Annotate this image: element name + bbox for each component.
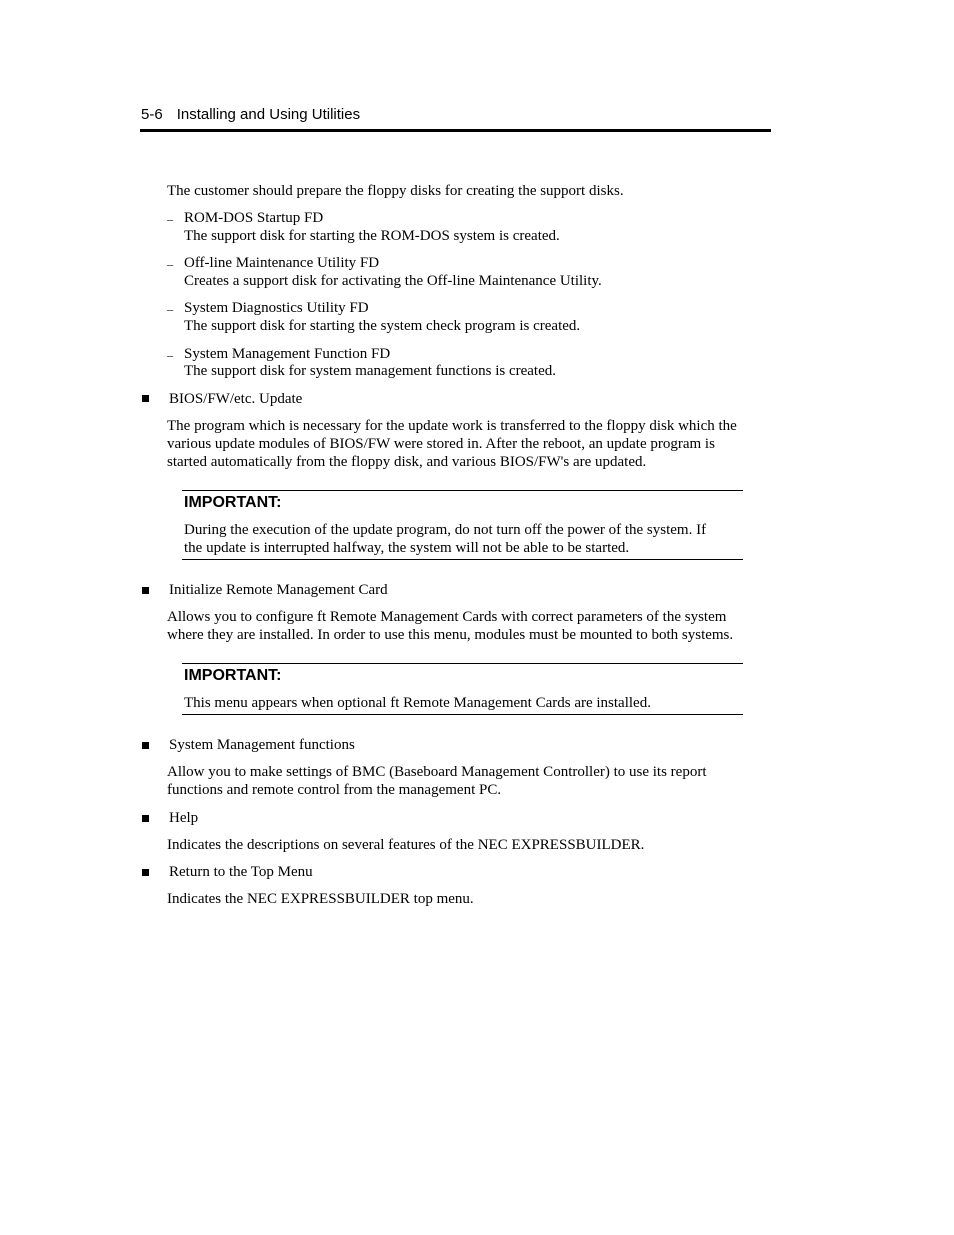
square-bullet-icon bbox=[142, 587, 149, 594]
support-disk-desc: The support disk for starting the system check program is created. bbox=[184, 318, 581, 334]
important-label: IMPORTANT: bbox=[184, 667, 282, 684]
important-text-line: the update is interrupted halfway, the system will not be able to be started. bbox=[184, 540, 630, 556]
important-text-line: This menu appears when optional ft Remote Management Cards are installed. bbox=[184, 695, 651, 711]
section-title-return: Return to the Top Menu bbox=[169, 864, 313, 880]
square-bullet-icon bbox=[142, 815, 149, 822]
header-text bbox=[141, 106, 360, 123]
support-disk-name: Off-line Maintenance Utility FD bbox=[184, 255, 380, 271]
return-paragraph-line: Indicates the NEC EXPRESSBUILDER top menu. bbox=[167, 891, 474, 907]
dash-marker: – bbox=[167, 257, 173, 271]
dash-marker: – bbox=[167, 302, 173, 316]
sysmgmt-paragraph-line: Allow you to make settings of BMC (Baseboard Management Controller) to use its report bbox=[167, 764, 707, 780]
page-header bbox=[140, 104, 771, 132]
important-label: IMPORTANT: bbox=[184, 494, 282, 511]
dash-marker: – bbox=[167, 348, 173, 362]
section-title-help: Help bbox=[169, 810, 199, 826]
section-title-sysmgmt: System Management functions bbox=[169, 737, 355, 753]
bios-paragraph-line: various update modules of BIOS/FW were stored in. After the reboot, an update program is bbox=[167, 436, 715, 452]
important-text-line: During the execution of the update program, do not turn off the power of the system. If bbox=[184, 522, 707, 538]
header-title: Installing and Using Utilities bbox=[176, 106, 361, 123]
square-bullet-icon bbox=[142, 742, 149, 749]
support-disk-name: System Management Function FD bbox=[184, 346, 391, 362]
support-disk-desc: The support disk for system management functions is created. bbox=[184, 363, 556, 379]
rmc-paragraph-line: Allows you to configure ft Remote Management Cards with correct parameters of the system bbox=[167, 609, 727, 625]
rmc-paragraph-line: where they are installed. In order to use this menu, modules must be mounted to both systems. bbox=[167, 627, 734, 643]
important-note-rmc bbox=[182, 663, 743, 715]
bios-paragraph-line: started automatically from the floppy disk, and various BIOS/FW's are updated. bbox=[167, 454, 647, 470]
intro-paragraph: The customer should prepare the floppy disks for creating the support disks. bbox=[167, 183, 624, 199]
square-bullet-icon bbox=[142, 395, 149, 402]
important-note-bios bbox=[182, 490, 743, 560]
help-paragraph-line: Indicates the descriptions on several features of the NEC EXPRESSBUILDER. bbox=[167, 837, 645, 853]
dash-marker: – bbox=[167, 212, 173, 226]
support-disk-desc: The support disk for starting the ROM-DOS system is created. bbox=[184, 228, 560, 244]
page-number: 5-6 bbox=[141, 106, 163, 123]
sysmgmt-paragraph-line: functions and remote control from the management PC. bbox=[167, 782, 502, 798]
section-title-rmc: Initialize Remote Management Card bbox=[169, 582, 388, 598]
section-title-bios: BIOS/FW/etc. Update bbox=[169, 391, 303, 407]
bios-paragraph-line: The program which is necessary for the update work is transferred to the floppy disk which the bbox=[167, 418, 737, 434]
support-disk-name: ROM-DOS Startup FD bbox=[184, 210, 324, 226]
support-disk-name: System Diagnostics Utility FD bbox=[184, 300, 369, 316]
support-disk-desc: Creates a support disk for activating the Off-line Maintenance Utility. bbox=[184, 273, 602, 289]
square-bullet-icon bbox=[142, 869, 149, 876]
